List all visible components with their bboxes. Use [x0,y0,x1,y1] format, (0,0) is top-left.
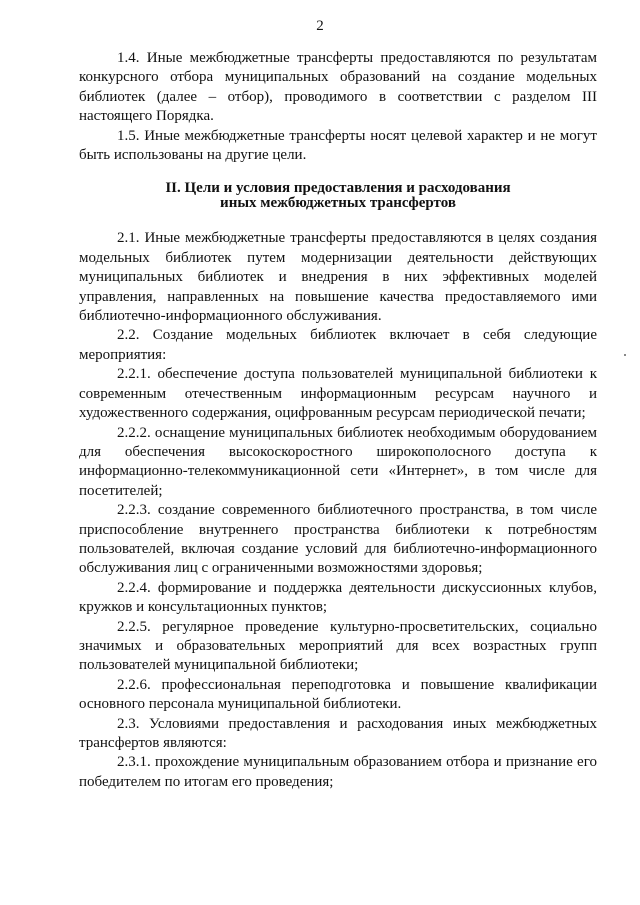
page-number: 2 [316,18,324,34]
paragraph-1-5: 1.5. Иные межбюджетные трансферты носят целевой характер и не могут быть использованы на другие цели. [79,127,597,164]
paragraph-2-2-5: 2.2.5. регулярное проведение культурно-просветительских, социально значимых и образовательных мероприятий для всех возрастных групп пользователей муниципальной библиотеки; [79,618,597,674]
paragraph-2-1: 2.1. Иные межбюджетные трансферты предоставляются в целях создания модельных библиотек путем модернизации деятельности действующих муниципальных библиотек и внедрения в них эффективных моделей управления, направленных на повышение качества предоставляемого ими библиотечно-информационного обслуживания. [79,230,597,325]
section-heading-line-1: II. Цели и условия предоставления и расходования [165,180,511,197]
paragraph-2-2-1: 2.2.1. обеспечение доступа пользователей муниципальной библиотеки к современным отечественным информационным ресурсам научного и художественного содержания, оцифрованным ресурсам периодической печати; [79,366,597,422]
document-body [79,49,597,792]
paragraph-2-3: 2.3. Условиями предоставления и расходования иных межбюджетных трансфертов являются: [79,715,597,751]
paragraph-2-2: 2.2. Создание модельных библиотек включает в себя следующие мероприятия: [79,327,597,363]
paragraph-2-2-3: 2.2.3. создание современного библиотечного пространства, в том числе приспособление внутреннего пространства библиотеки к потребностям пользователей, включая создание условий для библиотечно-информационного обслуживания лиц с ограниченными возможностями здоровья; [79,502,597,577]
paragraph-2-2-2: 2.2.2. оснащение муниципальных библиотек необходимым оборудованием для обеспечения высокоскоростного широкополосного доступа к информационно-телекоммуникационной сети «Интернет», в том числе для посетителей; [79,424,597,499]
scan-speck [624,354,626,356]
paragraph-2-2-4: 2.2.4. формирование и поддержка деятельности дискуссионных клубов, кружков и консультационных пунктов; [79,579,597,616]
paragraph-2-2-6: 2.2.6. профессиональная переподготовка и повышение квалификации основного персонала муниципальной библиотеки. [79,676,597,713]
section-heading-line-2: иных межбюджетных трансфертов [220,195,456,212]
section-heading [79,181,597,211]
paragraph-1-4: 1.4. Иные межбюджетные трансферты предоставляются по результатам конкурсного отбора муниципальных образований на создание модельных библиотек (далее – отбор), проводимого в соответствии с разделом III настоящего Порядка. [79,50,597,125]
paragraph-2-3-1: 2.3.1. прохождение муниципальным образованием отбора и признание его победителем по итогам его проведения; [79,754,597,790]
